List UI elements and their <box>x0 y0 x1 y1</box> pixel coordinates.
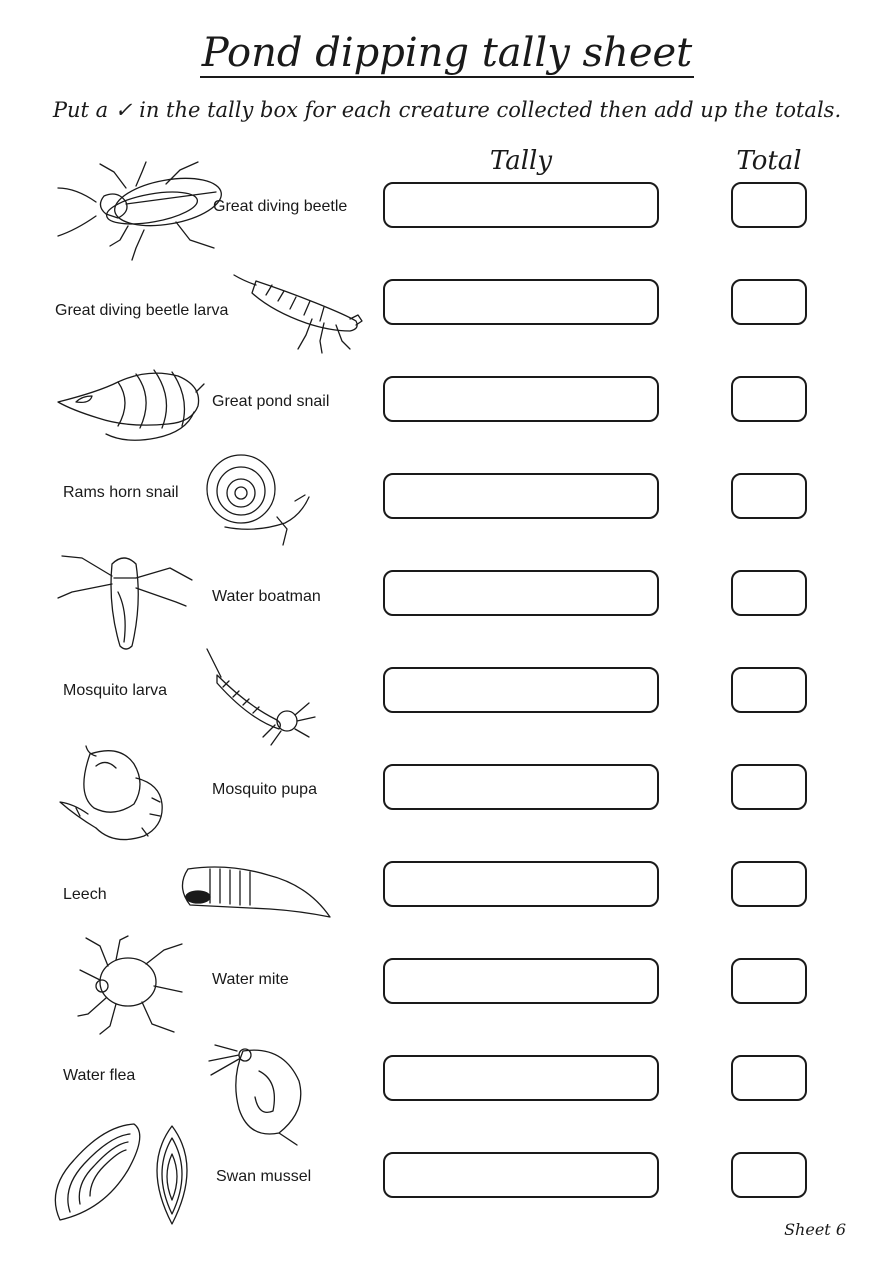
creature-row-water-mite <box>0 936 894 1033</box>
total-box-swan-mussel[interactable] <box>731 1152 807 1198</box>
creature-label: Water flea <box>63 1067 136 1084</box>
tally-box-great-pond-snail[interactable] <box>383 376 659 422</box>
creature-row-great-diving-beetle <box>0 160 894 257</box>
creature-row-mosquito-pupa <box>0 742 894 839</box>
mosquito-pupa-icon <box>56 742 176 852</box>
creature-row-swan-mussel <box>0 1130 894 1227</box>
creature-row-rams-horn-snail <box>0 451 894 548</box>
creature-label: Leech <box>63 886 107 903</box>
creature-label: Great diving beetle larva <box>55 302 229 319</box>
creature-row-leech <box>0 839 894 936</box>
tally-box-mosquito-larva[interactable] <box>383 667 659 713</box>
total-box-leech[interactable] <box>731 861 807 907</box>
creature-label: Water boatman <box>212 588 321 605</box>
water-boatman-icon <box>56 548 196 653</box>
creature-label: Great diving beetle <box>213 198 348 215</box>
beetle-larva-icon <box>232 271 362 361</box>
total-box-rams-horn-snail[interactable] <box>731 473 807 519</box>
tally-box-great-diving-beetle[interactable] <box>383 182 659 228</box>
creature-row-great-diving-beetle-larva <box>0 257 894 354</box>
water-mite-icon <box>76 936 186 1036</box>
tally-box-great-diving-beetle-larva[interactable] <box>383 279 659 325</box>
total-box-water-flea[interactable] <box>731 1055 807 1101</box>
total-box-mosquito-larva[interactable] <box>731 667 807 713</box>
creature-label: Mosquito pupa <box>212 781 317 798</box>
total-box-great-diving-beetle-larva[interactable] <box>731 279 807 325</box>
tally-box-water-flea[interactable] <box>383 1055 659 1101</box>
total-box-water-mite[interactable] <box>731 958 807 1004</box>
pond-snail-icon <box>56 364 206 444</box>
total-box-mosquito-pupa[interactable] <box>731 764 807 810</box>
tally-column-header: Tally <box>489 146 553 176</box>
creature-row-water-flea <box>0 1033 894 1130</box>
tally-box-mosquito-pupa[interactable] <box>383 764 659 810</box>
tally-box-water-mite[interactable] <box>383 958 659 1004</box>
total-column-header: Total <box>736 146 802 176</box>
swan-mussel-icon <box>52 1124 212 1234</box>
beetle-icon <box>56 160 206 265</box>
total-box-water-boatman[interactable] <box>731 570 807 616</box>
page-title <box>0 30 894 76</box>
title-text: Pond dipping tally sheet <box>201 30 693 76</box>
total-box-great-diving-beetle[interactable] <box>731 182 807 228</box>
mosquito-larva-icon <box>205 645 320 750</box>
creature-label: Swan mussel <box>216 1168 312 1185</box>
creature-row-great-pond-snail <box>0 354 894 451</box>
creature-label: Rams horn snail <box>63 484 179 501</box>
creature-row-water-boatman <box>0 548 894 645</box>
leech-icon <box>180 859 335 919</box>
water-flea-icon <box>207 1041 307 1141</box>
creature-label: Great pond snail <box>212 393 330 410</box>
creature-label: Water mite <box>212 971 289 988</box>
tally-box-leech[interactable] <box>383 861 659 907</box>
rams-horn-snail-icon <box>205 451 315 551</box>
total-box-great-pond-snail[interactable] <box>731 376 807 422</box>
tally-box-rams-horn-snail[interactable] <box>383 473 659 519</box>
tally-box-water-boatman[interactable] <box>383 570 659 616</box>
creature-row-mosquito-larva <box>0 645 894 742</box>
creature-label: Mosquito larva <box>63 682 168 699</box>
tally-box-swan-mussel[interactable] <box>383 1152 659 1198</box>
sheet-number: Sheet 6 <box>784 1220 846 1239</box>
instructions: Put a ✓ in the tally box for each creature collected then add up the totals. <box>52 98 842 122</box>
